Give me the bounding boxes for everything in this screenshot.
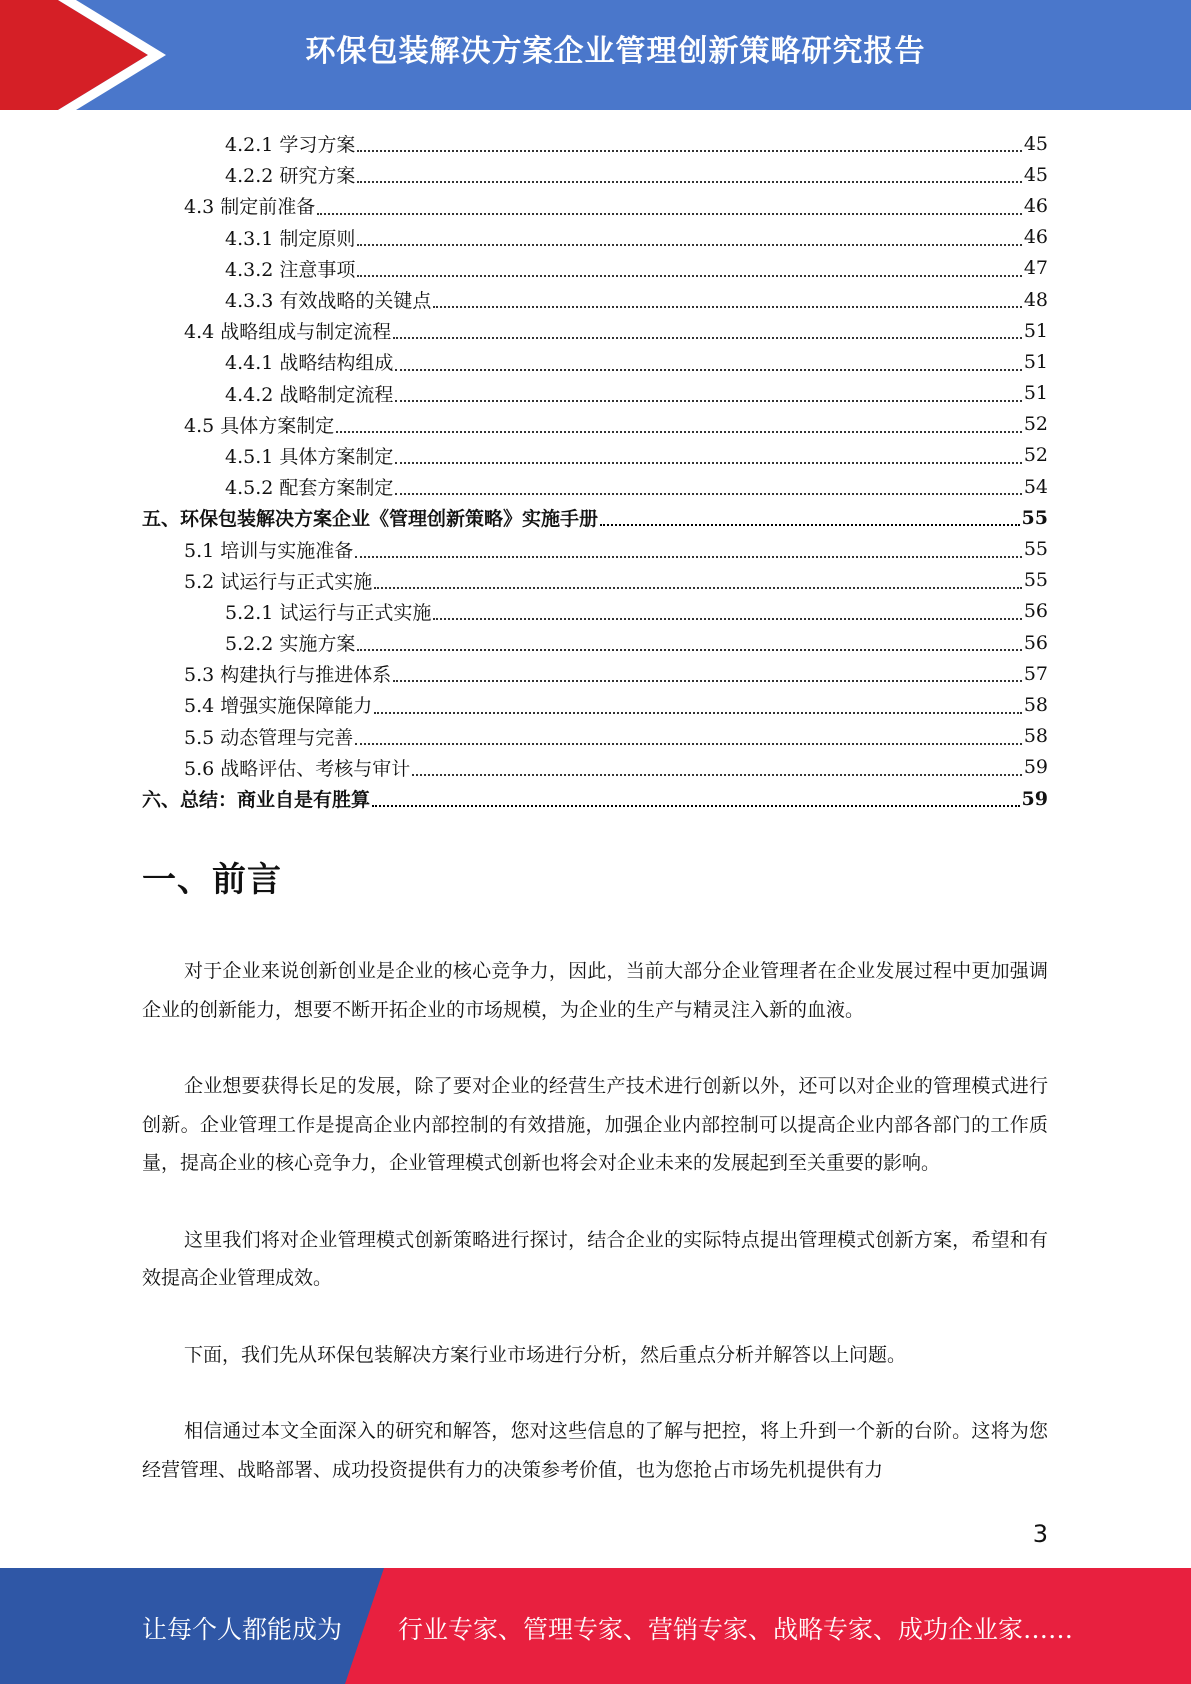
toc-entry[interactable] xyxy=(142,596,1048,627)
toc-dot-leader xyxy=(395,440,1021,464)
toc-entry[interactable] xyxy=(142,783,1048,814)
toc-entry-title: 5.5 动态管理与完善 xyxy=(184,726,354,749)
toc-entry-title: 5.1 培训与实施准备 xyxy=(184,539,354,562)
paragraph: 下面，我们先从环保包装解决方案行业市场进行分析，然后重点分析并解答以上问题。 xyxy=(184,1343,907,1366)
toc-entry-page: 48 xyxy=(1023,288,1048,311)
page-number: 3 xyxy=(1032,1520,1048,1548)
toc-dot-leader xyxy=(357,222,1021,246)
page-header xyxy=(0,0,1191,110)
toc-entry-title: 五、环保包装解决方案企业《管理创新策略》实施手册 xyxy=(142,508,599,531)
toc-entry-title: 4.3.3 有效战略的关键点 xyxy=(225,290,432,313)
toc-entry[interactable] xyxy=(142,315,1048,346)
toc-entry-page: 58 xyxy=(1023,693,1048,716)
toc-entry-title: 4.2.1 学习方案 xyxy=(225,134,356,157)
toc-entry-title: 4.4.1 战略结构组成 xyxy=(225,352,394,375)
toc-entry-page: 54 xyxy=(1023,475,1048,498)
toc-entry[interactable] xyxy=(142,440,1048,471)
toc-entry[interactable] xyxy=(142,565,1048,596)
toc-entry-title: 4.3 制定前准备 xyxy=(184,196,316,219)
toc-dot-leader xyxy=(317,191,1022,215)
toc-entry-title: 六、总结：商业自是有胜算 xyxy=(142,789,371,812)
toc-entry-page: 47 xyxy=(1023,257,1048,280)
toc-entry-title: 5.6 战略评估、考核与审计 xyxy=(184,757,411,780)
toc-entry-page: 58 xyxy=(1023,725,1048,748)
toc-entry[interactable] xyxy=(142,190,1048,221)
toc-entry[interactable] xyxy=(142,378,1048,409)
toc-dot-leader xyxy=(355,534,1022,558)
toc-dot-leader xyxy=(395,378,1021,402)
toc-entry-page: 46 xyxy=(1023,194,1048,217)
toc-entry[interactable] xyxy=(142,471,1048,502)
toc-entry[interactable] xyxy=(142,159,1048,190)
toc-entry-page: 46 xyxy=(1023,226,1048,249)
toc-entry-title: 5.2.1 试运行与正式实施 xyxy=(225,601,432,624)
toc-dot-leader xyxy=(355,721,1022,745)
toc-dot-leader xyxy=(412,752,1022,776)
toc-dot-leader xyxy=(374,690,1022,714)
toc-entry-title: 5.3 构建执行与推进体系 xyxy=(184,664,392,687)
footer-slogan-right: 行业专家、管理专家、营销专家、战略专家、成功企业家…… xyxy=(398,1615,1074,1644)
toc-entry-page: 52 xyxy=(1023,413,1048,436)
toc-entry-title: 5.4 增强实施保障能力 xyxy=(184,695,373,718)
toc-dot-leader xyxy=(336,409,1022,433)
toc-entry-title: 4.4.2 战略制定流程 xyxy=(225,383,394,406)
paragraph: 相信通过本文全面深入的研究和解答，您对这些信息的了解与把控，将上升到一个新的台阶。这将为您经营管理、战略部署、成功投资提供有力的决策参考价值，也为您抢占市场先机提供有力 xyxy=(142,1420,1048,1481)
toc-dot-leader xyxy=(393,658,1022,682)
toc-dot-leader xyxy=(395,347,1021,371)
section-heading: 一、前言 xyxy=(142,860,282,900)
toc-entry[interactable] xyxy=(142,627,1048,658)
toc-entry-title: 4.5.1 具体方案制定 xyxy=(225,445,394,468)
toc-entry-page: 56 xyxy=(1023,631,1048,654)
toc-entry-title: 5.2 试运行与正式实施 xyxy=(184,570,373,593)
toc-entry-page: 45 xyxy=(1023,132,1048,155)
toc-entry-title: 4.5.2 配套方案制定 xyxy=(225,477,394,500)
toc-dot-leader xyxy=(357,159,1021,183)
toc-entry-title: 5.2.2 实施方案 xyxy=(225,633,356,656)
toc-dot-leader xyxy=(372,783,1020,807)
toc-dot-leader xyxy=(433,596,1021,620)
toc-entry-title: 4.5 具体方案制定 xyxy=(184,414,335,437)
footer-slogan-left: 让每个人都能成为 xyxy=(142,1615,343,1644)
toc-entry-page: 51 xyxy=(1023,319,1048,342)
toc-entry-page: 55 xyxy=(1023,538,1048,561)
toc-entry-page: 57 xyxy=(1023,662,1048,685)
toc-entry[interactable] xyxy=(142,658,1048,689)
toc-entry-page: 59 xyxy=(1021,787,1048,810)
toc-entry[interactable] xyxy=(142,533,1048,564)
toc-entry-title: 4.3.1 制定原则 xyxy=(225,227,356,250)
toc-dot-leader xyxy=(395,471,1021,495)
toc-entry-page: 52 xyxy=(1023,444,1048,467)
toc-entry[interactable] xyxy=(142,128,1048,159)
toc-entry[interactable] xyxy=(142,409,1048,440)
table-of-contents xyxy=(142,128,1048,814)
toc-entry[interactable] xyxy=(142,253,1048,284)
toc-entry[interactable] xyxy=(142,689,1048,720)
toc-entry-page: 51 xyxy=(1023,382,1048,405)
toc-dot-leader xyxy=(600,502,1020,526)
header-title: 环保包装解决方案企业管理创新策略研究报告 xyxy=(305,34,926,69)
toc-entry-title: 4.4 战略组成与制定流程 xyxy=(184,321,392,344)
toc-entry-page: 55 xyxy=(1021,506,1048,529)
toc-dot-leader xyxy=(357,627,1021,651)
toc-entry[interactable] xyxy=(142,222,1048,253)
toc-dot-leader xyxy=(357,128,1021,152)
toc-entry[interactable] xyxy=(142,752,1048,783)
paragraph: 企业想要获得长足的发展，除了要对企业的经营生产技术进行创新以外，还可以对企业的管理模式进行创新。企业管理工作是提高企业内部控制的有效措施，加强企业内部控制可以提高企业内部各部门的工作质量，提高企业的核心竞争力，企业管理模式创新也将会对企业未来的发展起到至关重要的影响。 xyxy=(142,1075,1048,1174)
toc-entry[interactable] xyxy=(142,284,1048,315)
toc-entry-page: 45 xyxy=(1023,163,1048,186)
toc-entry-title: 4.3.2 注意事项 xyxy=(225,258,356,281)
toc-entry[interactable] xyxy=(142,502,1048,533)
toc-entry-page: 55 xyxy=(1023,569,1048,592)
toc-dot-leader xyxy=(357,253,1021,277)
toc-entry-page: 59 xyxy=(1023,756,1048,779)
paragraph: 对于企业来说创新创业是企业的核心竞争力，因此，当前大部分企业管理者在企业发展过程中更加强调企业的创新能力，想要不断开拓企业的市场规模，为企业的生产与精灵注入新的血液。 xyxy=(142,960,1048,1021)
toc-dot-leader xyxy=(433,284,1021,308)
page-footer xyxy=(0,1568,1191,1684)
toc-entry-page: 56 xyxy=(1023,600,1048,623)
toc-dot-leader xyxy=(393,315,1022,339)
toc-entry[interactable] xyxy=(142,346,1048,377)
toc-entry-page: 51 xyxy=(1023,350,1048,373)
toc-entry-title: 4.2.2 研究方案 xyxy=(225,165,356,188)
body-text xyxy=(142,952,1048,1527)
toc-dot-leader xyxy=(374,565,1022,589)
paragraph: 这里我们将对企业管理模式创新策略进行探讨，结合企业的实际特点提出管理模式创新方案，希望和有效提高企业管理成效。 xyxy=(142,1228,1048,1289)
toc-entry[interactable] xyxy=(142,721,1048,752)
